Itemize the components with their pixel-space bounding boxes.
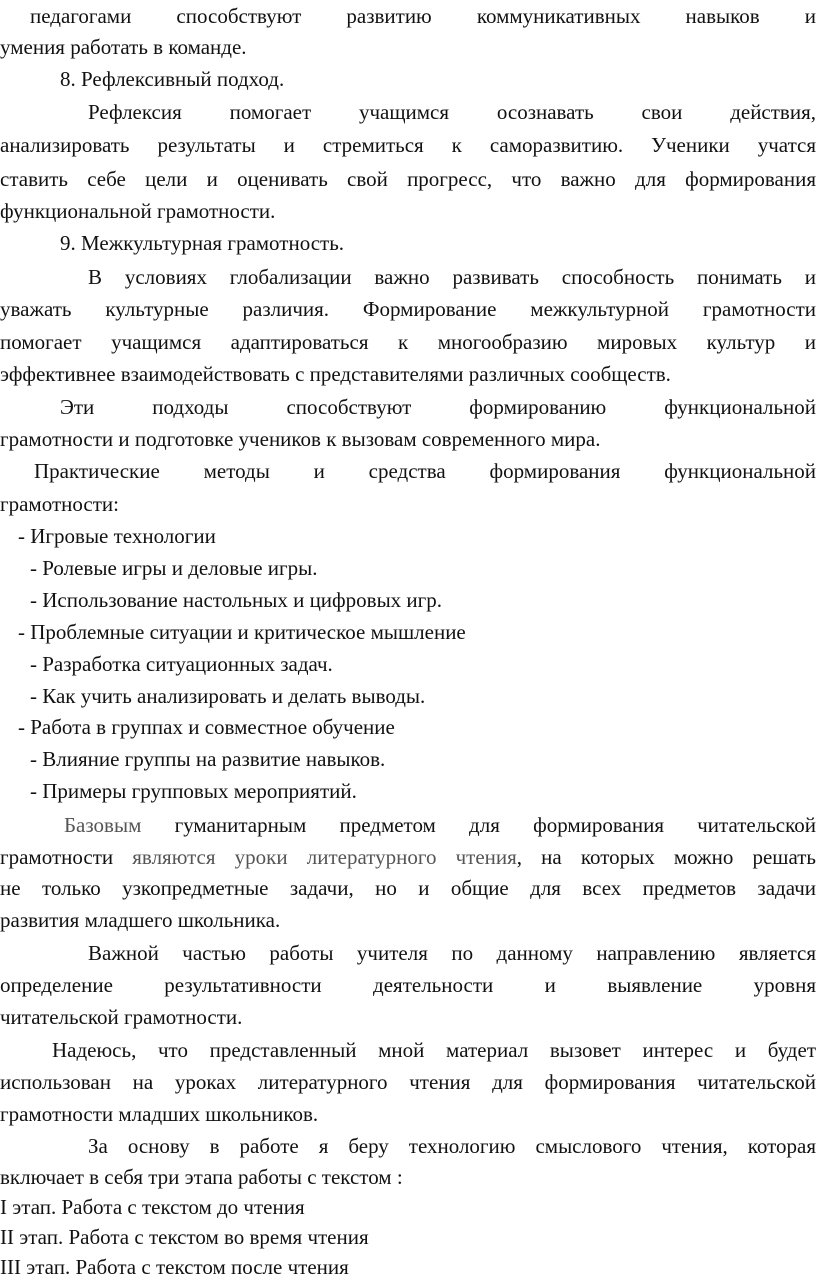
text-line: Эти подходы способствуют формированию функциональной	[60, 395, 816, 419]
text-line: грамотности младших школьников.	[0, 1102, 319, 1126]
text-line: не только узкопредметные задачи, но и общие для всех предметов задачи	[0, 876, 816, 900]
text-line: За основу в работе я беру технологию смыслового чтения, которая	[88, 1134, 816, 1158]
list-item: - Проблемные ситуации и критическое мышление	[18, 620, 466, 644]
list-item: - Игровые технологии	[18, 524, 216, 548]
text-line: функциональной грамотности.	[0, 199, 276, 223]
text-line: Важной частью работы учителя по данному направлению является	[88, 941, 816, 965]
text-line: эффективнее взаимодействовать с представителями различных сообществ.	[0, 362, 671, 386]
text-line	[0, 842, 816, 872]
text-line: грамотности и подготовке учеников к вызовам современного мира.	[0, 427, 601, 451]
text-line: Надеюсь, что представленный мной материал вызовет интерес и будет	[52, 1038, 816, 1062]
list-item: - Влияние группы на развитие навыков.	[30, 747, 386, 771]
text-line	[0, 810, 816, 840]
text-span: грамотности	[0, 845, 114, 869]
text-line: Практические методы и средства формирования функциональной	[34, 459, 816, 483]
stage-item: III этап. Работа с текстом после чтения	[0, 1255, 349, 1279]
list-item: - Разработка ситуационных задач.	[30, 652, 333, 676]
text-line: читательской грамотности.	[0, 1005, 243, 1029]
text-line: определение результативности деятельности и выявление уровня	[0, 973, 816, 997]
text-span: гуманитарным предметом для формирования читательской	[174, 813, 816, 837]
list-item: - Использование настольных и цифровых игр.	[30, 588, 443, 612]
text-line: включает в себя три этапа работы с текстом :	[0, 1165, 403, 1189]
text-span: , на которых можно решать	[516, 845, 816, 869]
section-heading: 9. Межкультурная грамотность.	[60, 231, 345, 255]
list-item: - Работа в группах и совместное обучение	[18, 715, 395, 739]
text-line: ставить себе цели и оценивать свой прогресс, что важно для формирования	[0, 167, 816, 191]
text-line: использован на уроках литературного чтения для формирования читательской	[0, 1070, 816, 1094]
stage-item: II этап. Работа с текстом во время чтения	[0, 1225, 369, 1249]
stage-item: I этап. Работа с текстом до чтения	[0, 1195, 305, 1219]
list-item: - Как учить анализировать и делать выводы.	[30, 684, 426, 708]
list-item: - Ролевые игры и деловые игры.	[30, 556, 318, 580]
text-line: уважать культурные различия. Формирование межкультурной грамотности	[0, 297, 816, 321]
text-line: умения работать в команде.	[0, 35, 247, 59]
text-line: анализировать результаты и стремиться к саморазвитию. Ученики учатся	[0, 133, 816, 157]
text-line: развития младшего школьника.	[0, 908, 281, 932]
text-line: помогает учащимся адаптироваться к многообразию мировых культур и	[0, 330, 816, 354]
list-item: - Примеры групповых мероприятий.	[30, 779, 357, 803]
text-line: педагогами способствуют развитию коммуникативных навыков и	[30, 4, 816, 28]
highlighted-phrase: Базовым	[64, 813, 142, 837]
text-line: Рефлексия помогает учащимся осознавать свои действия,	[88, 100, 816, 124]
text-line: В условиях глобализации важно развивать способность понимать и	[88, 265, 816, 289]
section-heading: 8. Рефлексивный подход.	[60, 67, 285, 91]
text-line: грамотности:	[0, 492, 119, 516]
highlighted-phrase: являются уроки литературного чтения	[132, 845, 517, 869]
